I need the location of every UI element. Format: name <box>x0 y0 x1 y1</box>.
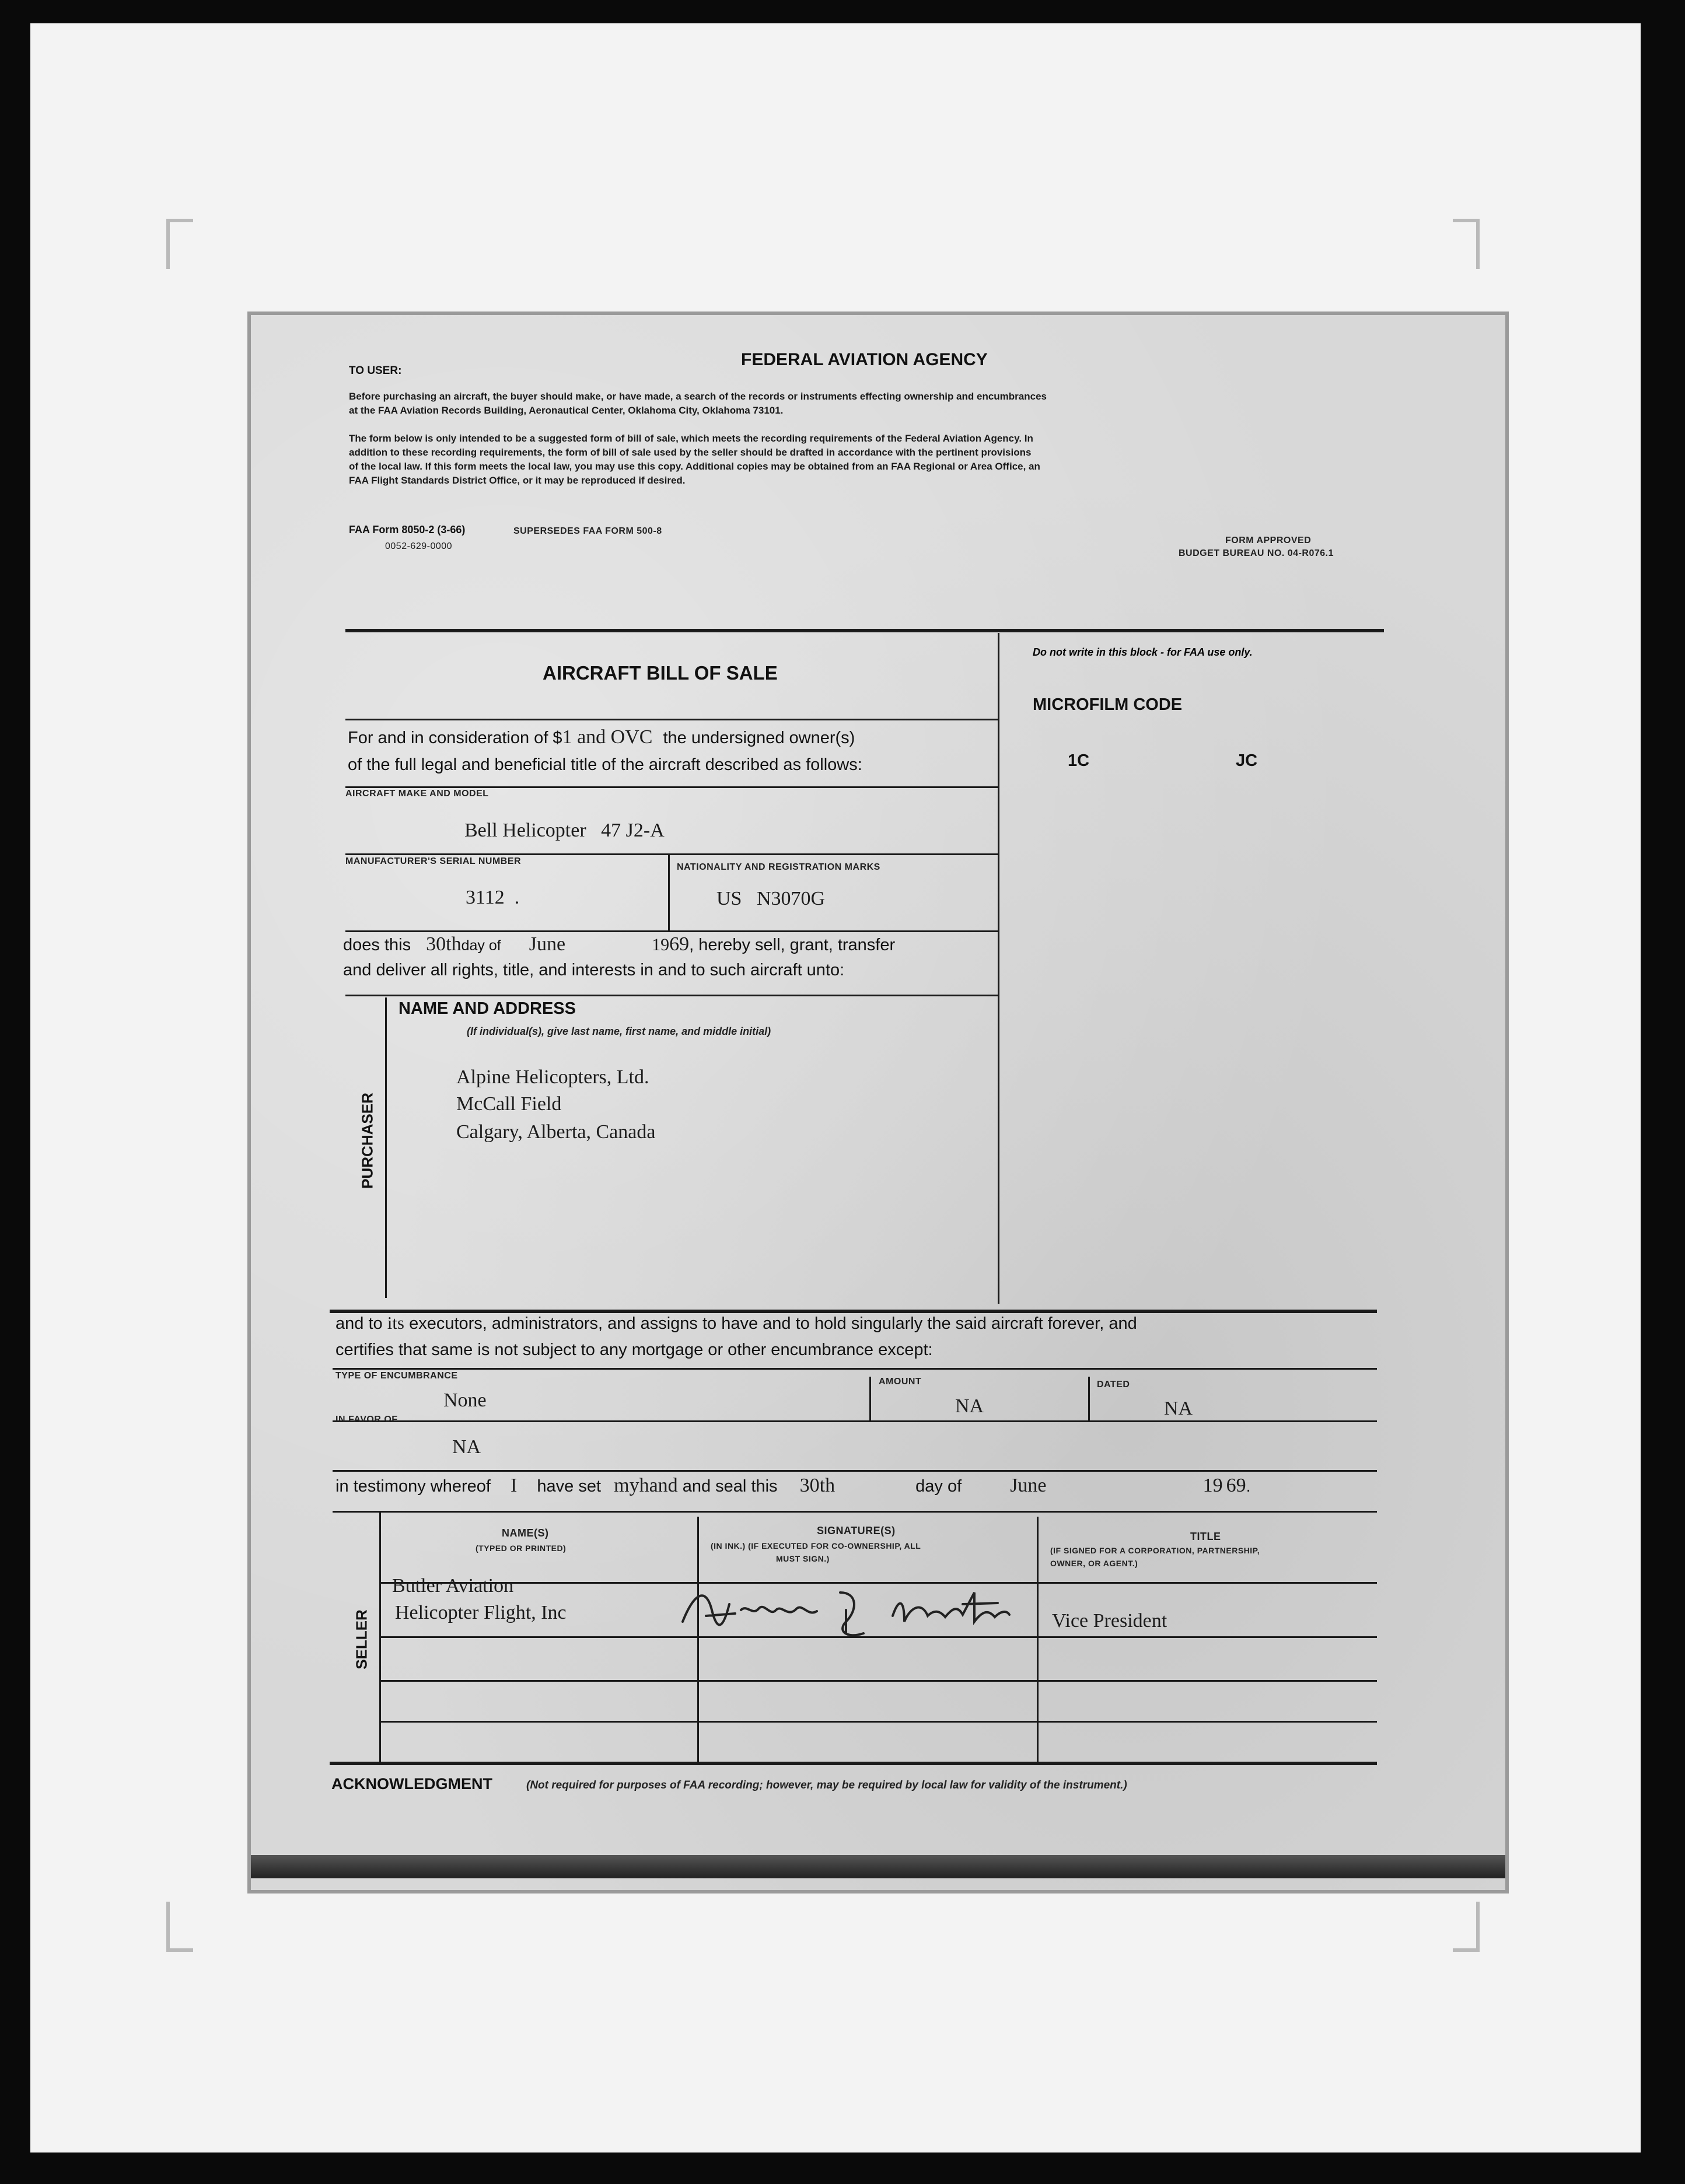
sale-date-line-1 <box>343 933 895 956</box>
testimony-line <box>335 1475 1251 1497</box>
sale-year-prefix: 19 <box>652 935 670 954</box>
faa-block-divider <box>998 633 999 1304</box>
to-user-label: TO USER: <box>349 365 402 377</box>
form-number: FAA Form 8050-2 (3-66) <box>349 524 466 536</box>
seller-name-line-1: Butler Aviation <box>392 1575 514 1597</box>
aircraft-make-label: AIRCRAFT MAKE AND MODEL <box>345 789 489 799</box>
seller-sig-label: SIGNATURE(S) <box>817 1525 896 1536</box>
seller-name-line-2: Helicopter Flight, Inc <box>395 1602 567 1623</box>
registration-label: NATIONALITY AND REGISTRATION MARKS <box>677 862 880 872</box>
consideration-text-after: the undersigned owner(s) <box>663 729 855 747</box>
amount-divider <box>869 1377 871 1420</box>
seller-row-2-rule <box>379 1680 1377 1682</box>
purchaser-label: NAME AND ADDRESS <box>398 999 576 1018</box>
encumbrance-type-label: TYPE OF ENCUMBRANCE <box>335 1371 458 1381</box>
testimony-text-3: and seal this <box>682 1477 778 1496</box>
sale-month-value: June <box>529 933 566 955</box>
seller-sig-sub-1: (IN INK.) (IF EXECUTED FOR CO-OWNERSHIP, ALL <box>711 1541 921 1550</box>
assigns-line-2: certifies that same is not subject to any mortgage or other encumbrance except: <box>335 1340 933 1359</box>
faa-use-note: Do not write in this block - for FAA use only. <box>1033 646 1253 658</box>
in-favor-value: NA <box>452 1436 481 1458</box>
assigns-and-to: and to <box>335 1314 383 1333</box>
favor-rule <box>333 1470 1377 1472</box>
consideration-line-1 <box>348 726 855 748</box>
dated-label: DATED <box>1097 1380 1130 1390</box>
testimony-text-2: have set <box>537 1477 602 1496</box>
purchaser-hint: (If individual(s), give last name, first name, and middle initial) <box>467 1026 771 1037</box>
testimony-end: . <box>1246 1477 1251 1496</box>
sheet-bottom-edge <box>251 1855 1505 1878</box>
header-para2-line3: of the local law. If this form meets the local law, you may use this copy. Additional copies may be obtained from an FAA Regional or Area Office, an <box>349 461 1040 472</box>
consideration-rule <box>345 786 998 788</box>
purchaser-side-label: PURCHASER <box>358 1093 376 1189</box>
agency-name: FEDERAL AVIATION AGENCY <box>741 350 988 369</box>
header-para2-line2: addition to these recording requirements, the form of bill of sale used by the seller should be drafted in accordance with the pertinent provisions <box>349 447 1032 458</box>
form-title: AIRCRAFT BILL OF SALE <box>543 662 778 684</box>
testimony-rule <box>333 1511 1377 1513</box>
sale-day-value: 30th <box>426 933 462 955</box>
header-para1-line1: Before purchasing an aircraft, the buyer should make, or have made, a search of the records or instruments effecting ownership and encumbrances <box>349 391 1047 402</box>
amount-label: AMOUNT <box>879 1377 922 1387</box>
serial-reg-divider <box>668 855 670 930</box>
seller-signature <box>671 1575 1091 1645</box>
seller-side-label: SELLER <box>352 1609 370 1670</box>
does-this-text: does this <box>343 936 411 954</box>
encumbrance-type-value: None <box>443 1390 487 1411</box>
dated-divider <box>1088 1377 1090 1420</box>
in-favor-label: IN FAVOR OF <box>335 1415 398 1424</box>
sale-date-rest: , hereby sell, grant, transfer <box>689 936 896 954</box>
header-para1-line2: at the FAA Aviation Records Building, Aeronautical Center, Oklahoma City, Oklahoma 73101. <box>349 405 784 416</box>
assigns-rest: executors, administrators, and assigns to have and to hold singularly the said aircraft forever, and <box>409 1314 1137 1333</box>
registration-value: US N3070G <box>716 888 826 909</box>
crop-mark-bottom-left <box>166 1902 193 1952</box>
serial-rule <box>345 930 998 932</box>
testimony-month: June <box>1010 1475 1047 1496</box>
seller-bottom-rule <box>330 1762 1377 1765</box>
title-rule <box>345 719 998 720</box>
seller-title-sub-2: OWNER, OR AGENT.) <box>1050 1559 1138 1568</box>
purchaser-line-1: Alpine Helicopters, Ltd. <box>456 1066 649 1088</box>
microfilm-code-2: JC <box>1236 751 1258 770</box>
make-rule <box>345 853 998 855</box>
testimony-day-of: day of <box>915 1477 962 1496</box>
header-paragraph-1 <box>349 390 1393 418</box>
testimony-year-prefix: 19 <box>1202 1475 1223 1496</box>
purchaser-line-3: Calgary, Alberta, Canada <box>456 1121 656 1143</box>
sale-year-suffix: 69 <box>669 933 690 955</box>
dated-value: NA <box>1164 1398 1193 1419</box>
serial-number-value: 3112 . <box>466 887 520 908</box>
seller-title-label: TITLE <box>1190 1531 1221 1542</box>
assigns-pronoun: its <box>387 1312 404 1333</box>
consideration-amount: 1 and OVC <box>562 726 653 748</box>
purchaser-line-2: McCall Field <box>456 1093 562 1115</box>
budget-bureau: BUDGET BUREAU NO. 04-R076.1 <box>1179 548 1334 558</box>
aircraft-make-value: Bell Helicopter 47 J2-A <box>464 820 665 841</box>
sale-date-rule <box>345 995 998 996</box>
encumbrance-rule <box>333 1420 1377 1422</box>
crop-mark-top-right <box>1453 219 1480 269</box>
encumbrance-top-rule <box>333 1368 1377 1370</box>
acknowledgment-note: (Not required for purposes of FAA recording; however, may be required by local law for validity of the instrument.) <box>526 1779 1127 1791</box>
seller-row-1-rule <box>379 1636 1377 1638</box>
seller-name-label: NAME(S) <box>502 1527 549 1539</box>
form-approved: FORM APPROVED <box>1225 536 1312 545</box>
consideration-line-2: of the full legal and beneficial title of the aircraft described as follows: <box>348 755 862 774</box>
crop-mark-top-left <box>166 219 193 269</box>
day-of-text: day of <box>461 937 501 954</box>
purchaser-side-divider <box>385 998 387 1298</box>
testimony-year-suffix: 69 <box>1226 1475 1246 1496</box>
seller-name-sub: (TYPED OR PRINTED) <box>476 1544 567 1553</box>
seller-row-3-rule <box>379 1721 1377 1723</box>
serial-number-label: MANUFACTURER'S SERIAL NUMBER <box>345 856 522 866</box>
amount-value: NA <box>955 1395 984 1417</box>
testimony-pronoun: I <box>511 1475 518 1496</box>
header-para2-line4: FAA Flight Standards District Office, or it may be reproduced if desired. <box>349 475 686 486</box>
microfilm-code-1: 1C <box>1068 751 1090 770</box>
seller-sig-sub-2: MUST SIGN.) <box>776 1554 830 1563</box>
seller-title-sub-1: (IF SIGNED FOR A CORPORATION, PARTNERSHIP, <box>1050 1546 1260 1555</box>
stock-number: 0052-629-0000 <box>385 541 453 551</box>
testimony-text-1: in testimony whereof <box>335 1477 491 1496</box>
acknowledgment-label: ACKNOWLEDGMENT <box>331 1775 492 1793</box>
sale-date-line-2: and deliver all rights, title, and interests in and to such aircraft unto: <box>343 961 845 979</box>
assigns-line-1 <box>335 1312 1137 1334</box>
supersedes-note: SUPERSEDES FAA FORM 500-8 <box>513 526 662 536</box>
crop-mark-bottom-right <box>1453 1902 1480 1952</box>
microfilm-code-label: MICROFILM CODE <box>1033 695 1183 714</box>
consideration-text-before: For and in consideration of $ <box>348 729 562 747</box>
header-paragraph-2 <box>349 432 1393 488</box>
seller-title-value: Vice President <box>1052 1610 1167 1632</box>
testimony-hand: myhand <box>614 1475 678 1496</box>
form-top-rule <box>345 629 1384 632</box>
header-para2-line1: The form below is only intended to be a suggested form of bill of sale, which meets the recording requirements of the Federal Aviation Agency. In <box>349 433 1033 444</box>
testimony-day: 30th <box>799 1475 835 1496</box>
